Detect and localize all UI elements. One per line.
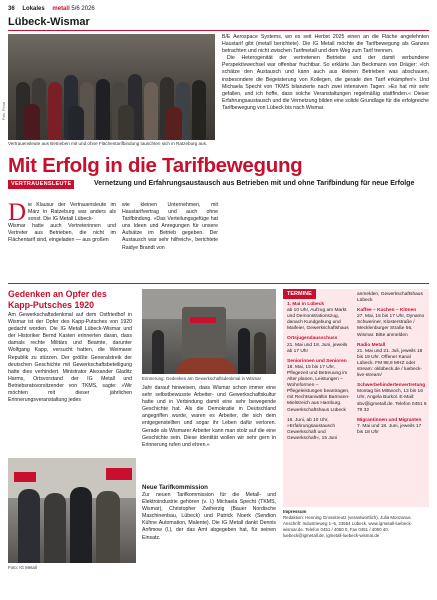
page-number: 36 <box>8 6 15 12</box>
drop-cap: D <box>8 199 27 226</box>
termine-item <box>357 383 427 413</box>
paragraph: Die Heterogenität der vertretenen Betriebe und der damit verbundene Perspektivwechsel war offenbar fruchtbar. So erklärte Jan Beckmann von Dräger: »Ich schätze den Austausch und kann auch aus kleinen Betrieben was abschauen, insbesondere die Begeisterung von Kollegen, die gerade den Tarif erkämpfen!« Und Michaela Specht von TKMS bilanzierte nach zwei intensiven Tagen: »Es hat mir sehr gefallen, und ich hoffe, dass solche Veranstaltungen regelmäßig stattfinden.« Dieser Erfahrungsaustausch und die Vernetzung bilden eine solide Grundlage für die erfolgreiche Tarifbewegung von Lübeck bis nach Wismar. <box>222 55 429 111</box>
brand-name: metall <box>52 6 70 12</box>
article-text-1a: ie Klausur der Vertrauensleute im März in Ratzeburg war anders als sonst. Die IG Metall Lübeck- <box>28 202 116 223</box>
termine-item-title: Schwerbehindertenvertretung <box>357 383 426 389</box>
photo-credit: Foto: Privat <box>2 102 6 120</box>
kapp-text: Am Gewerkschaftsdenkmal auf dem Ostfriedhof in Wismar ist der Opfer des Kapp-Putsches von 1920 gedacht worden. Die IG Metall Lübeck-Wismar und der Historiker Bernd Kasten erinnerten daran, dass damals rechte Militärs und Beamte, darunter Wolfgang Kapp, versucht hatten, die Weimarer Republik zu stürzen. Der größte Generalstreik der deutschen Geschichte mit Gewerkschaftsbeteiligung hatte dies verhindert. Ministrator Alexander Gladitz Harms, Ortsvorstand der IG Metall und Betriebsratsvorsitzender von TKMS, sagte: »Wir möchten mit dieser jährlichen Erinnerungsveranstaltung jedes <box>8 312 132 404</box>
termine-item <box>357 418 427 436</box>
termine-item <box>287 359 353 414</box>
kapp-text-continued: Jahr darauf hinweisen, dass Wismar schon immer eine sehr selbstbewusste Arbeiter- und Gewerkschaftskultur hatte und in Verbindung damit eine sehr bewegende Geschichte hat. Als die Demokratie in Deutschland angegriffen wurde, waren es Arbeiter, die sich dem entgegenstellten und sogar ihr Leben dafür verloren. Gerade als Wismarer Arbeiter kann man stolz auf die eine Geschichte sein. Diese Identität wollen wir sehr gern in Erinnerung rufen und ehren.« <box>142 385 276 448</box>
termine-item-title: Ortsjugendausschuss <box>287 336 338 342</box>
memorial-photo <box>142 289 276 374</box>
termine-item-body: ab 10 Uhr, Aufzug am Markt und Demonstrationszug, danach Kundgebung und Maifeier, Gewerkschaftshaus <box>287 308 349 332</box>
photo-caption: Vertrauensleute aus Betrieben mit und ohne Flächentarifbindung tauschten sich in Ratzeburg aus. <box>8 141 208 146</box>
headline: Mit Erfolg in die Tarifbewegung <box>8 154 303 177</box>
page-header <box>8 4 429 14</box>
termine-item-body: Montag bis Mittwoch, 13 bis 16 Uhr, Angela Burkol. E-Mail: sbv@igmetall.de. Telefon 0451 6 79 32 <box>357 389 427 413</box>
neue-tarifkommission-text: Zur neuen Tarifkommission für die Metall- und Elektroindustrie gehören (v. l.) Michaela Specht (TKMS, Wismar), Christopher Zwiherzig (Bauer Nordische Maschinenbau, Lübeck) und Patrick Noerk (Sendion Kühne Automation, Malente). Die IG Metall dankt Dennis Anfimow (l.), der das Amt abgegeben hat, für seinen Einsatz. <box>142 492 276 541</box>
termine-item-title: Migrantinnen und Migranten <box>357 417 422 423</box>
termine-item-title: Kaffee – Kuchen – Klönen <box>357 308 417 314</box>
termine-item-title: 1. Mai in Lübeck <box>287 302 325 307</box>
impressum-title: Impressum <box>283 509 307 514</box>
section-name: Lokales <box>22 6 45 12</box>
termine-item <box>357 308 427 338</box>
category-tag: VERTRAUENSLEUTE <box>8 180 74 189</box>
termine-item <box>357 292 427 304</box>
paragraph: B/E Aerospace Systems, wo es seit Herbst 2025 einen an die Fläche angelehnten Haustarif gibt (metall berichtete). Die IG Metall möchte die Tarifbewegung als Ganzes betrachten und nicht zwischen Tarifmetall und dem Weg zum Tarif trennen. <box>222 34 429 55</box>
termine-item-body: 21. Mai und 21. Juli, jeweils 18 bis 19 Uhr. Offener Kanal Lübeck. FM 98,8 MHZ oder stream: oklübeck.de / luebeck-live-stream/ <box>357 348 423 379</box>
termine-item-body: 27. Mai, 15 bis 17 Uhr, Dynamo Schweriner, Klosterstraße / Mecklenburger Straße 56, Wismar. Bitte anmelden <box>357 314 425 338</box>
termine-column-left <box>287 302 353 446</box>
termine-item-title: Seniorinnen und Senioren <box>287 358 347 364</box>
article-right-column <box>222 34 429 112</box>
divider <box>8 30 429 31</box>
article-text-2: wie kleinen Unternehmen, mit Haustarifvertrag und auch ohne Tarifbindung. »Das Verteilungsgefüge hat uns Ideen und Anregungen für unsere Aufsätze im Betrieb gegeben. Der Austausch war sehr hilfreich«, berichtete Raidye Brandt von <box>122 202 218 251</box>
termine-item <box>357 343 427 380</box>
termine-item <box>287 302 353 332</box>
termine-item-body: 18. Mai, 15 bis 17 Uhr, Pflegezeit und Betreuung im Alter planen, Leistungen – Wohnformen – Pflegeleistungen beantragen, mit Rechtsanwältin Barmann-Mielstreich aus Hamburg. Gewerkschaftshaus Lübeck <box>287 364 350 413</box>
termine-item <box>287 418 353 442</box>
termine-item-body: anmelden, Gewerkschaftshaus Lübeck <box>357 292 423 304</box>
tarif-commission-caption: Foto: IG Metall <box>8 565 37 570</box>
neue-tarifkommission-title: Neue Tarifkommission <box>142 484 208 491</box>
tarif-commission-photo <box>8 458 136 563</box>
termine-item-title: Radio Metall <box>357 342 386 348</box>
impressum-body: Redaktion: Henning Grosskreutz (verantwortlich), Julia Monzanus. Anschrift: Industrieweg 1–5, 23554 Lübeck. www.igmetall-luebeck-wismar.de. Telefon 0451 / 4050 0, Fax 0451 / 4050 40. luebeck@igmetall.de, igmetall-luebeck-wismar.de <box>283 515 413 538</box>
divider <box>8 283 429 284</box>
termine-item <box>287 336 353 354</box>
termine-item-body: 16. Juni, ab 10 Uhr, »Erfahrungsaustausch Gewerkschaft und Gewerkschaft«, 15 Juni <box>287 417 338 441</box>
issue-number: 5/6 2026 <box>71 6 95 12</box>
termine-label: TERMINE <box>283 289 316 299</box>
region-title: Lübeck-Wismar <box>8 16 90 28</box>
kapp-title: Gedenken an Opfer des Kapp-Putsches 1920 <box>8 289 107 310</box>
termine-item-body: 7. Mai und 18. Juni, jeweils 17 bis 18 Uhr <box>357 423 422 435</box>
termine-column-right <box>357 292 427 440</box>
memorial-caption: Erinnerung: Gedenken am Gewerkschaftsdenkmal in Wismar <box>142 376 262 381</box>
group-photo <box>8 34 215 140</box>
impressum <box>283 509 429 539</box>
article-text-1b: Wismar hatte auch Vertreterinnen und Vertreter aus Betrieben, die nicht im Flächentarif sind, eingeladen — aus großen <box>8 223 116 244</box>
termine-item-body: 21. Mai und 18. Juni, jeweils ab 17 Uhr <box>287 342 348 354</box>
subheadline: Vernetzung und Erfahrungsaustausch aus Betrieben mit und ohne Tarifbindung für neue Erfolge <box>94 180 415 187</box>
